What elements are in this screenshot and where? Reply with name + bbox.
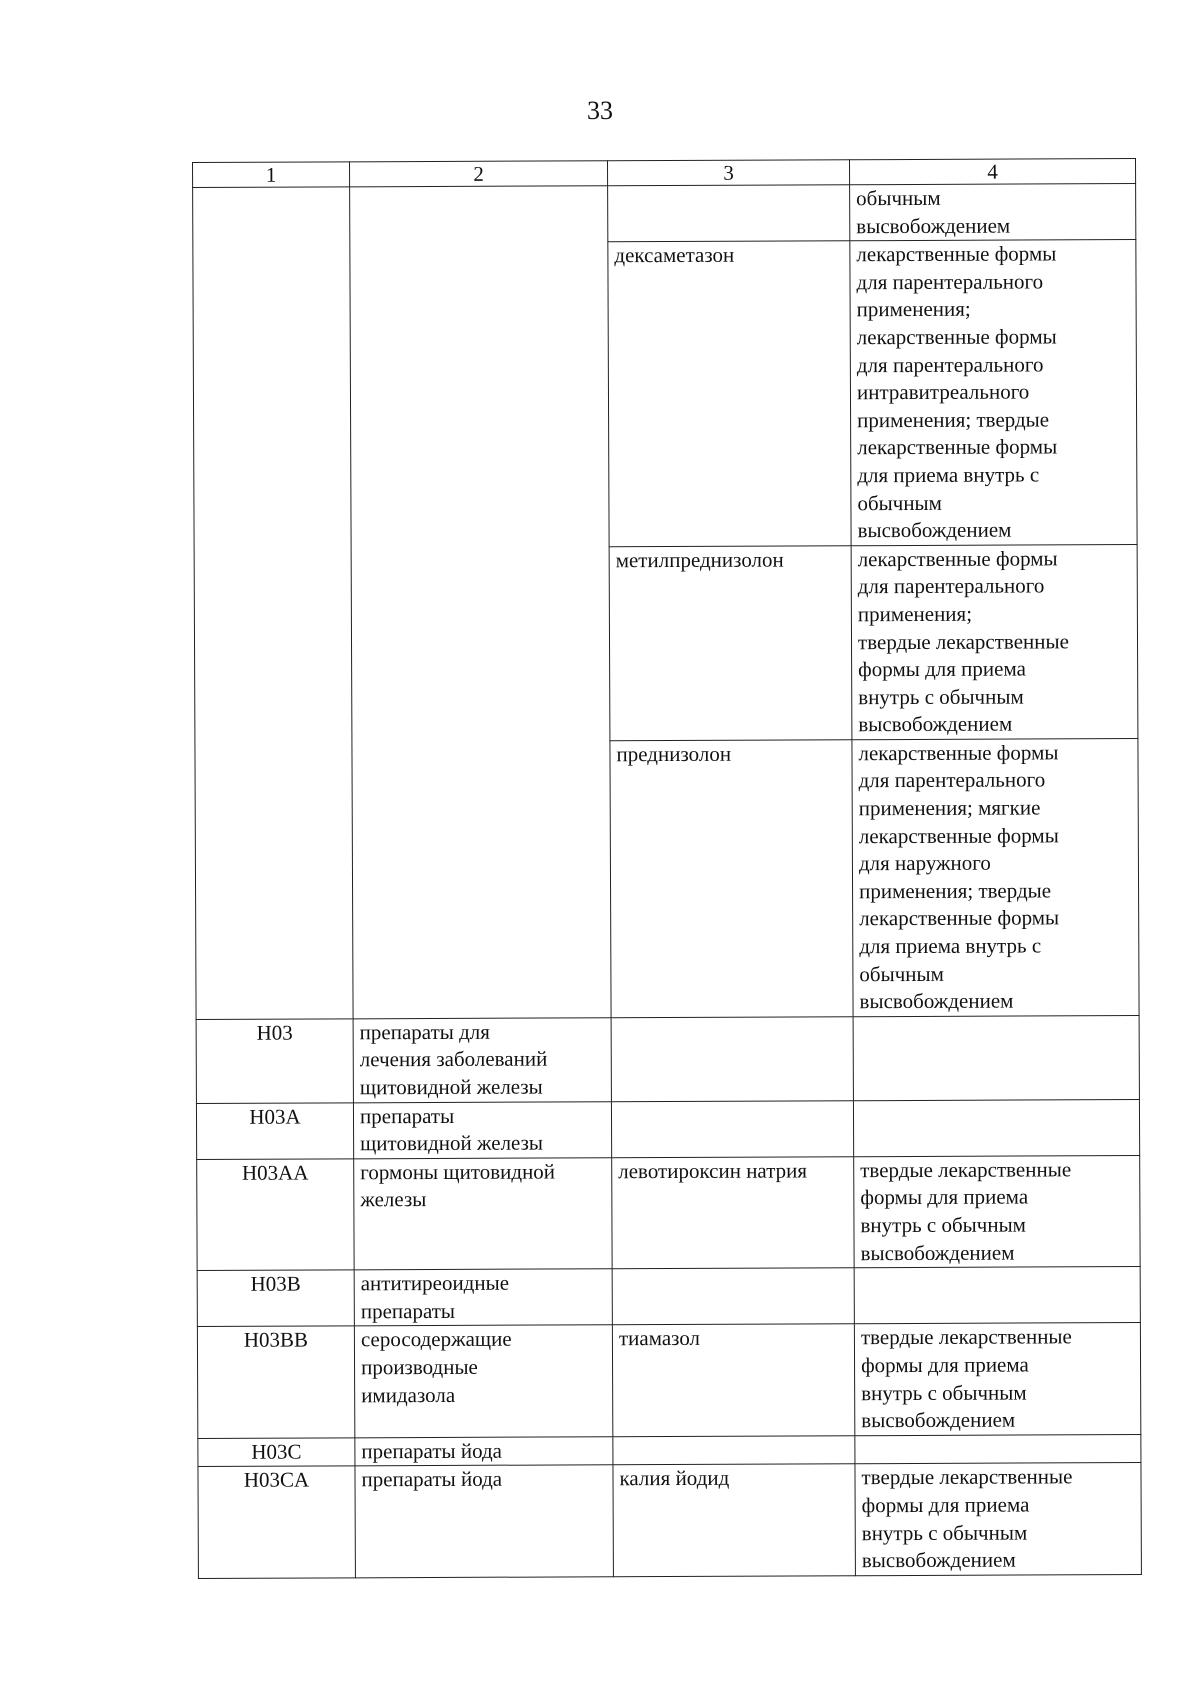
- drug-cell: метилпреднизолон: [609, 545, 852, 740]
- forms-cell: твердые лекарственные формы для приема внутрь с обычным высвобождением: [854, 1155, 1140, 1268]
- forms-cell: [854, 1267, 1140, 1324]
- column-header-2: 2: [350, 161, 608, 187]
- table-row: [198, 1434, 1141, 1467]
- column-header-3: 3: [607, 160, 849, 186]
- code-cell: H03: [196, 1019, 353, 1103]
- drug-cell: [613, 1435, 855, 1465]
- table-row: [197, 1155, 1140, 1270]
- drug-cell: левотироксин натрия: [612, 1157, 854, 1269]
- code-cell: H03A: [196, 1102, 353, 1159]
- forms-cell: [855, 1434, 1141, 1464]
- forms-cell: лекарственные формы для парентерального применения; твердые лекарственные формы для приема внутрь с обычным высвобождением: [851, 544, 1138, 739]
- forms-cell: твердые лекарственные формы для приема внутрь с обычным высвобождением: [855, 1463, 1141, 1576]
- drug-cell: калия йодид: [613, 1464, 855, 1576]
- table-row: [198, 1463, 1141, 1578]
- code-cell: H03CA: [198, 1466, 355, 1578]
- code-cell: H03AA: [197, 1159, 354, 1271]
- forms-cell: твердые лекарственные формы для приема внутрь с обычным высвобождением: [854, 1323, 1140, 1436]
- table-row: [196, 1015, 1139, 1103]
- group-cell: серосодержащие производные имидазола: [354, 1325, 612, 1437]
- code-cell: H03B: [197, 1270, 354, 1327]
- table-row: [193, 184, 1136, 244]
- table-header-row: [193, 159, 1136, 188]
- forms-cell: [853, 1099, 1139, 1156]
- forms-cell: обычным высвобождением: [850, 184, 1136, 241]
- drug-cell: преднизолон: [610, 740, 853, 1018]
- drug-list-table: [192, 158, 1142, 1579]
- group-cell: препараты для лечения заболеваний щитовидной железы: [353, 1018, 611, 1103]
- table-row: [197, 1323, 1140, 1438]
- drug-cell: дексаметазон: [608, 241, 851, 547]
- table-row: [197, 1267, 1140, 1327]
- drug-cell: [611, 1100, 853, 1157]
- group-cell: препараты йода: [355, 1436, 613, 1466]
- forms-cell: [853, 1015, 1139, 1100]
- drug-cell: [611, 1017, 853, 1102]
- group-cell-continued: [350, 186, 611, 1019]
- column-header-4: 4: [849, 159, 1135, 185]
- drug-cell: [612, 1268, 854, 1325]
- code-cell: H03C: [198, 1438, 355, 1467]
- group-cell: гормоны щитовидной железы: [354, 1158, 612, 1270]
- forms-cell: лекарственные формы для парентерального применения; лекарственные формы для парентерального интравитреального применения; твердые лекарственные формы для приема внутрь с обычным высвобождением: [850, 240, 1137, 546]
- group-cell: препараты щитовидной железы: [353, 1101, 611, 1158]
- group-cell: антитиреоидные препараты: [354, 1269, 612, 1326]
- code-cell: H03BB: [197, 1326, 354, 1438]
- drug-cell: тиамазол: [612, 1324, 854, 1436]
- forms-cell: лекарственные формы для парентерального применения; мягкие лекарственные формы для наружного применения; твердые лекарственные формы для приема внутрь с обычным высвобождением: [852, 738, 1139, 1016]
- group-cell: препараты йода: [355, 1465, 613, 1577]
- table-row: [196, 1099, 1139, 1159]
- drug-cell: [608, 185, 850, 242]
- column-header-1: 1: [193, 162, 350, 188]
- page-number: 33: [587, 96, 613, 125]
- code-cell-continued: [193, 187, 353, 1019]
